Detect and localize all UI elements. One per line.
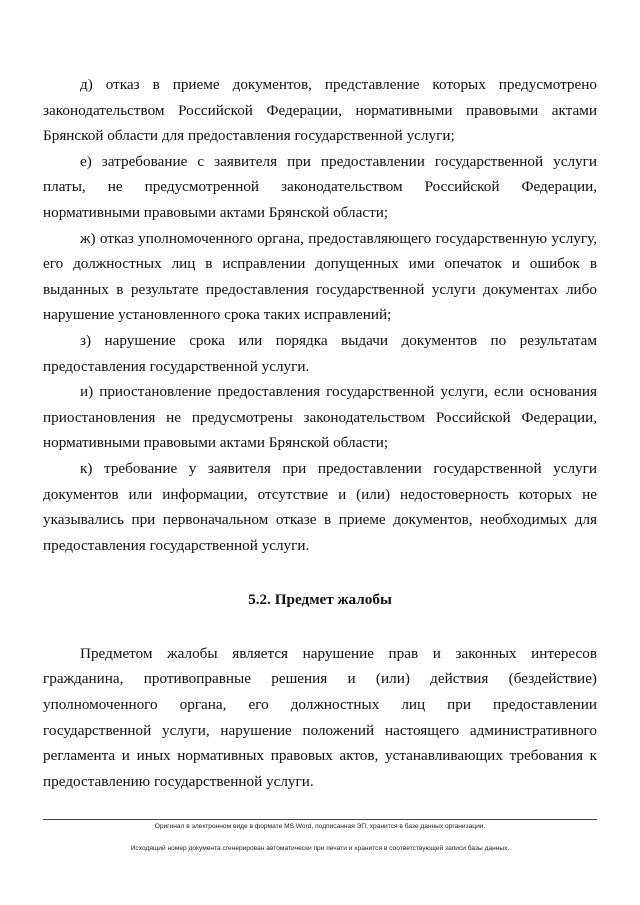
paragraph-d: д) отказ в приеме документов, представление которых предусмотрено законодательством Российской Федерации, нормативными правовыми актами Брянской области для предоставления государственной услуги; xyxy=(43,76,597,145)
paragraph-z: з) нарушение срока или порядка выдачи документов по результатам предоставления государственной услуги. xyxy=(43,331,597,375)
paragraph-zh: ж) отказ уполномоченного органа, предоставляющего государственную услугу, его должностных лиц в исправлении допущенных ими опечаток и ошибок в выданных в результате предоставления государственной услуги документах либо нарушение установленного срока таких исправлений; xyxy=(43,229,597,324)
footer-divider xyxy=(43,819,597,820)
paragraph-i: и) приостановление предоставления государственной услуги, если основания приостановления не предусмотрены законодательством Российской Федерации, нормативными правовыми актами Брянской области; xyxy=(43,383,597,452)
section-heading: 5.2. Предмет жалобы xyxy=(248,591,392,609)
paragraph-k: к) требование у заявителя при предоставлении государственной услуги документов или информации, отсутствие и (или) недостоверность которых не указывались при первоначальном отказе в приеме документов, необходимых для предоставления государственной услуги. xyxy=(43,459,597,554)
footer-note-number: Исходящий номер документа сгенерирован автоматически при печати и хранится в соответствующей записи базы данных. xyxy=(130,845,510,852)
paragraph-e: е) затребование с заявителя при предоставлении государственной услуги платы, не предусмотренной законодательством Российской Федерации, нормативными правовыми актами Брянской области; xyxy=(43,152,597,221)
paragraph-subject: Предметом жалобы является нарушение прав и законных интересов гражданина, противоправные решения и (или) действия (бездействие) уполномоченного органа, его должностных лиц при предоставлении государственной услуги, нарушение положений настоящего административного регламента и иных нормативных правовых актов, устанавливающих требования к предоставлению государственной услуги. xyxy=(43,644,597,790)
document-body xyxy=(43,72,597,794)
footer-note-original: Оригинал в электронном виде в формате MS Word, подписанная ЭП, хранится в базе данных организации. xyxy=(154,823,486,830)
